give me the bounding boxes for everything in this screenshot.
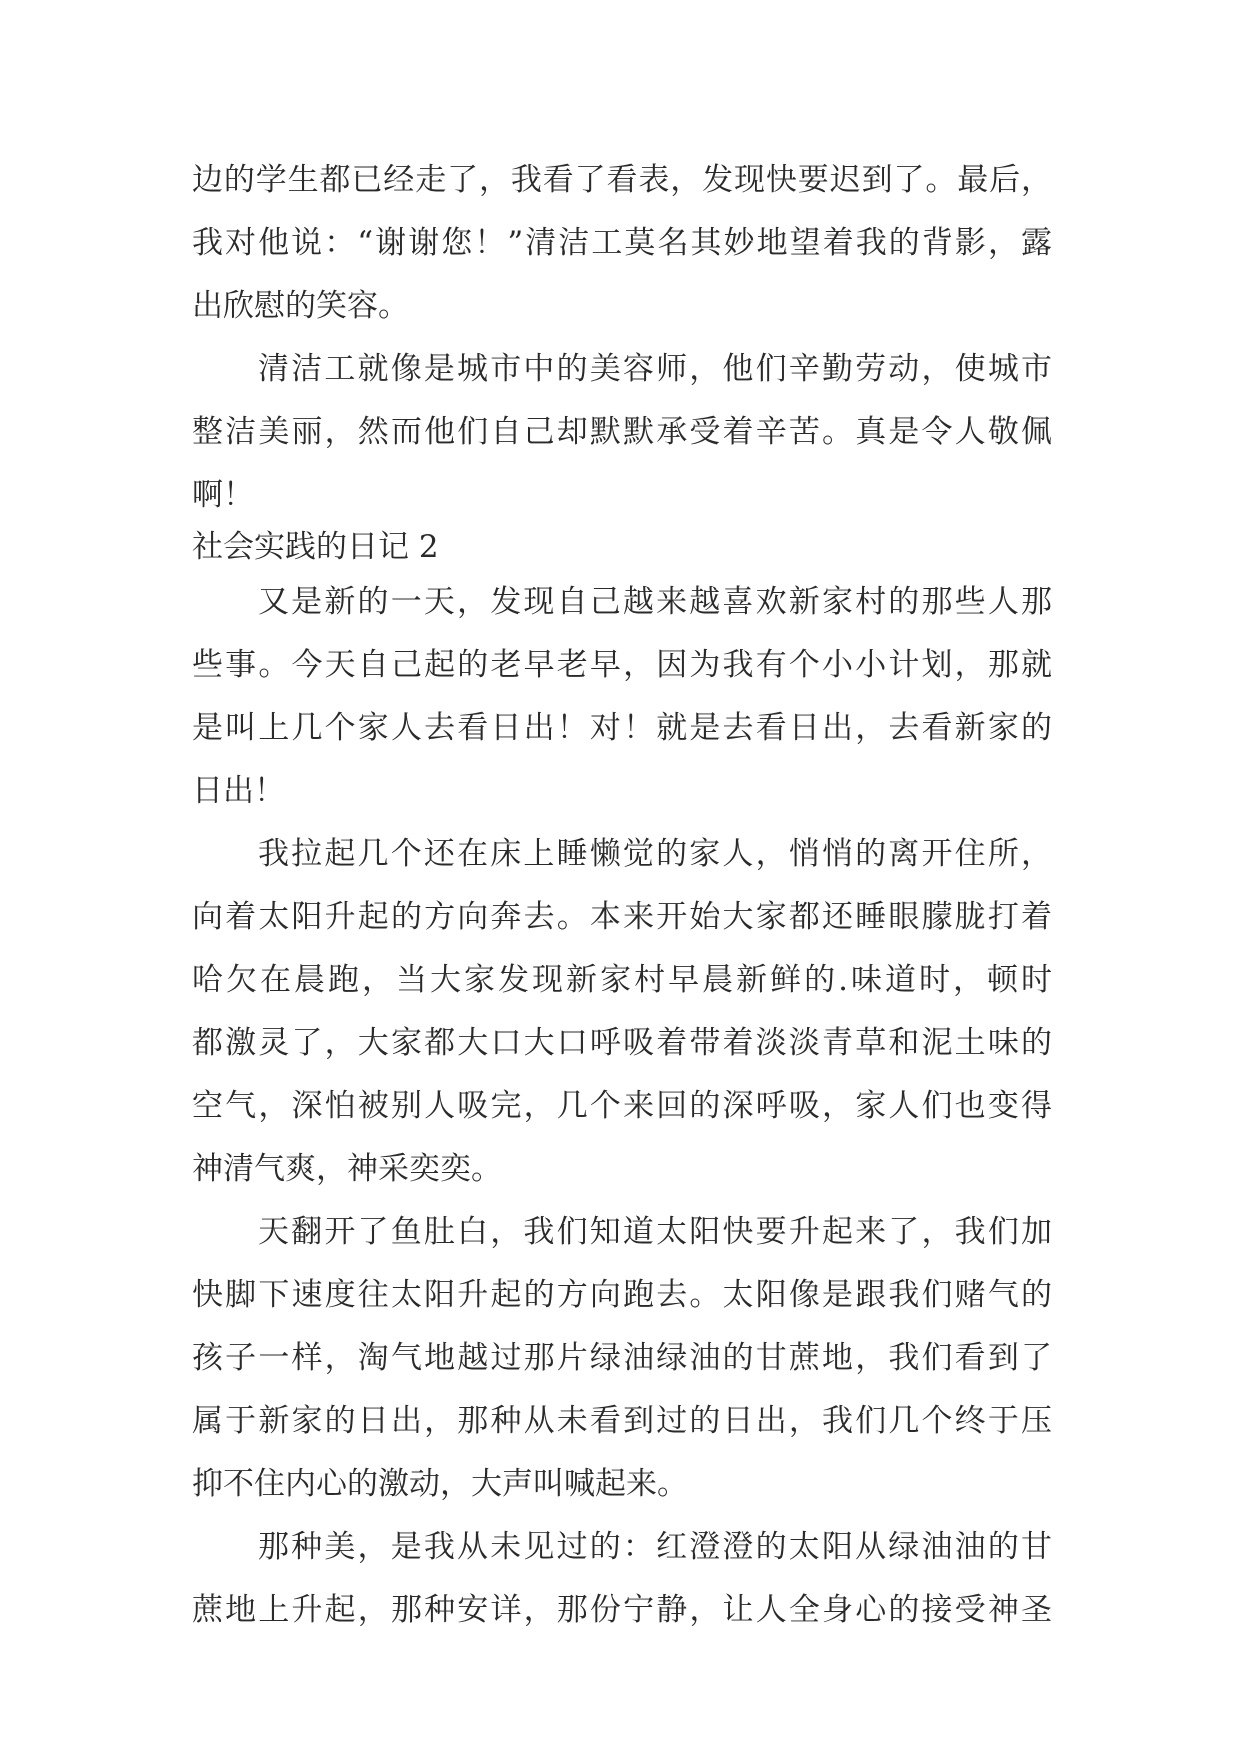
text-line: 边的学生都已经走了，我看了看表，发现快要迟到了。最后， — [192, 162, 1052, 198]
text-line: 快脚下速度往太阳升起的方向跑去。太阳像是跟我们赌气的 — [192, 1277, 1052, 1313]
text-line: 啊！ — [192, 477, 254, 513]
text-line: 那种美，是我从未见过的：红澄澄的太阳从绿油油的甘 — [258, 1529, 1052, 1565]
text-line: 日出！ — [192, 773, 285, 809]
text-line: 哈欠在晨跑，当大家发现新家村早晨新鲜的.味道时，顿时 — [192, 962, 1052, 998]
text-line: 些事。今天自己起的老早老早，因为我有个小小计划，那就 — [192, 647, 1052, 683]
text-line: 神清气爽，神采奕奕。 — [192, 1151, 502, 1187]
text-line: 向着太阳升起的方向奔去。本来开始大家都还睡眼朦胧打着 — [192, 899, 1052, 935]
text-line: 都激灵了，大家都大口大口呼吸着带着淡淡青草和泥土味的 — [192, 1025, 1052, 1061]
text-line: 我拉起几个还在床上睡懒觉的家人，悄悄的离开住所， — [258, 836, 1052, 872]
text-line: 属于新家的日出，那种从未看到过的日出，我们几个终于压 — [192, 1403, 1052, 1439]
text-line: 蔗地上升起，那种安详，那份宁静，让人全身心的接受神圣 — [192, 1592, 1052, 1628]
text-line: 我对他说：“谢谢您！”清洁工莫名其妙地望着我的背影，露 — [192, 225, 1052, 261]
section-heading: 社会实践的日记 2 — [192, 529, 439, 565]
text-line: 整洁美丽，然而他们自己却默默承受着辛苦。真是令人敬佩 — [192, 414, 1052, 450]
text-line: 孩子一样，淘气地越过那片绿油绿油的甘蔗地，我们看到了 — [192, 1340, 1052, 1376]
text-line: 抑不住内心的激动，大声叫喊起来。 — [192, 1466, 688, 1502]
text-line: 又是新的一天，发现自己越来越喜欢新家村的那些人那 — [258, 584, 1052, 620]
text-line: 空气，深怕被别人吸完，几个来回的深呼吸，家人们也变得 — [192, 1088, 1052, 1124]
text-line: 清洁工就像是城市中的美容师，他们辛勤劳动，使城市 — [258, 351, 1052, 387]
text-line: 是叫上几个家人去看日出！对！就是去看日出，去看新家的 — [192, 710, 1052, 746]
text-line: 出欣慰的笑容。 — [192, 288, 409, 324]
text-line: 天翻开了鱼肚白，我们知道太阳快要升起来了，我们加 — [258, 1214, 1052, 1250]
